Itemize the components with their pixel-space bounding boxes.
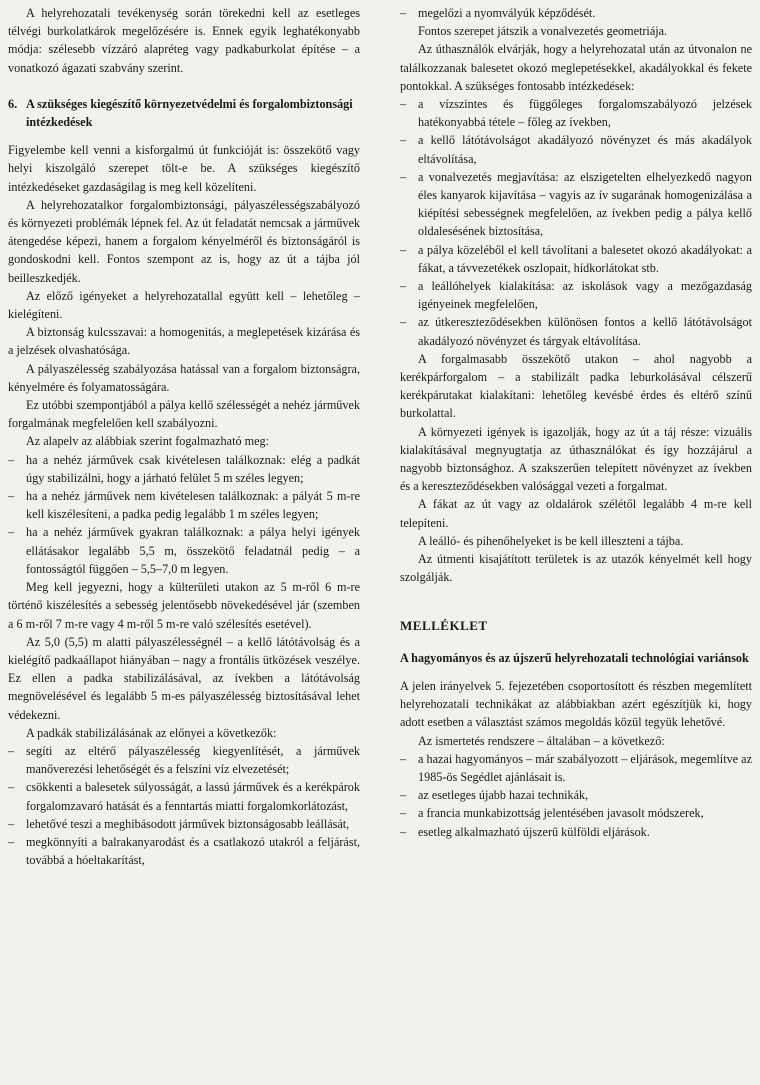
list-item: – ha a nehéz járművek gyakran találkoznak: a pálya helyi igények ellátásakor legalább 5,5 m, összekötő feladatnál pedig – a fontosságtól függően – 5,5–7,0 m legyen. xyxy=(8,525,360,576)
section-heading xyxy=(8,95,360,131)
paragraph: Meg kell jegyezni, hogy a külterületi utakon az 5 m-ről 6 m-re történő kiszélesítés a sebesség jelentősebb növekedésével jár (szemben a 6 m-ről 7 m-re vagy 4 m-ről 5 m-re való szélesítés esetével). xyxy=(8,580,360,631)
paragraph: Az 5,0 (5,5) m alatti pályaszélességnél – a kellő látótávolság és a kielégítő padkaállapot hiányában – nagy a frontális ütközések veszélye. Ez ellen a padka stabilizálásával, az ívekben a látótávolság megnövelésével és legalább 5 m-es pályaszélesség biztosításával lehet védekezni. xyxy=(8,634,360,722)
paragraph: Az útmenti kisajátított területek is az utazók kényelmét kell hogy szolgálják. xyxy=(400,552,752,585)
right-column xyxy=(400,4,752,841)
list-item: – ha a nehéz járművek csak kivételesen találkoznak: elég a padkát úgy stabilizálni, hogy a járható felület 5 m széles legyen; xyxy=(8,452,360,485)
paragraph: A helyrehozatali tevékenység során törekedni kell az esetleges télvégi burkolatkárok megelőzésére is. Ennek egyik leghatékonyabb módja: szélesebb vízzáró alapréteg vagy padkaburkolat építése – a vonatkozó ágazati szabvány szerint. xyxy=(8,6,360,75)
section-number: 6. xyxy=(8,96,18,111)
paragraph: Az előző igényeket a helyrehozatallal együtt kell – lehetőleg – kielégíteni. xyxy=(8,288,360,322)
paragraph: Az alapelv az alábbiak szerint fogalmazható meg: xyxy=(26,434,269,449)
list-item: – a pálya közeléből el kell távolítani a balesetet okozó akadályokat: a fákat, a távvezetékek oszlopait, hídkorlátokat stb. xyxy=(400,242,752,275)
list-item: – csökkenti a balesetek súlyosságát, a lassú járművek és a kerékpárok forgalomzavaró hatását és a fenntartás miatti forgalomkorlátozást, xyxy=(8,780,360,813)
paragraph: A padkák stabilizálásának az előnyei a következők: xyxy=(26,725,277,740)
appendix-title: MELLÉKLET xyxy=(400,617,488,633)
paragraph: Az ismertetés rendszere – általában – a következő: xyxy=(418,733,665,748)
left-column xyxy=(8,4,360,869)
list-item: – a vonalvezetés megjavítása: az elszigetelten elhelyezkedő nagyon éles kanyarok kijavítása – vagyis az ív sugarának homogenizálása a kiépítési sebességnek megfelelően, az ívekben pedig a pálya kellő oldalesésének biztosítása, xyxy=(400,169,752,239)
paragraph: A biztonság kulcsszavai: a homogenitás, a meglepetések kizárása és a jelzések olvashatósága. xyxy=(8,325,360,358)
list-item: – lehetővé teszi a meghibásodott járművek biztonságosabb leállását, xyxy=(8,816,350,831)
paragraph: Az úthasználók elvárják, hogy a helyrehozatal után az útvonalon ne találkozzanak balesetet okozó meglepetésekkel, akadályokkal és fekete pontokkal. A szükséges fontosabb intézkedések: xyxy=(400,42,752,93)
paragraph: A fákat az út vagy az oldalárok szélétől legalább 4 m-re kell telepíteni. xyxy=(400,497,752,530)
paragraph: A forgalmasabb összekötő utakon – ahol nagyobb a kerékpárforgalom – a stabilizált padka leburkolásával célszerű kerékpárutakat kialakítani: lehetőleg kevésbé érdes és eltérő színű burkolattal. xyxy=(400,351,752,421)
paragraph: A pályaszélesség szabályozása hatással van a forgalom biztonságra, kényelmére és folyamatosságára. xyxy=(8,361,360,394)
list-item: – megkönnyíti a balrakanyarodást és a csatlakozó utakról a feljárást, továbbá a hóeltakarítást, xyxy=(8,834,360,868)
list-item: – a hazai hagyományos – már szabályozott – eljárások, megemlítve az 1985-ös Segédlet ajánlásait is. xyxy=(400,751,752,784)
list-item: – esetleg alkalmazható újszerű külföldi eljárások. xyxy=(400,824,650,839)
list-item: – megelőzi a nyomvályúk képződését. xyxy=(400,6,596,20)
section-title: A szükséges kiegészítő környezetvédelmi és forgalombiztonsági intézkedések xyxy=(26,96,353,130)
paragraph: A jelen irányelvek 5. fejezetében csoportosított és részben megemlített helyrehozatali technikákat az alábbiakban azért egészítjük ki, hogy adott esetben a választást számos megoldás közül tegyük lehetővé. xyxy=(400,678,752,730)
list-item: – az esetleges újabb hazai technikák, xyxy=(400,788,589,803)
list-item: – a leállóhelyek kialakítása: az iskolások vagy a mezőgazdaság igényeinek megfelelően, xyxy=(400,279,752,312)
list-item: – a francia munkabizottság jelentésében javasolt módszerek, xyxy=(400,806,704,821)
paragraph: A környezeti igények is igazolják, hogy az út a táj része: vizuális kialakításával megnyugtatja az úthasználókat és így hozzájárul a nagyobb biztonsághoz. A szakszerűen telepített növényzet az ívekben és a kereszteződésekben valósággal vezeti a forgalmat. xyxy=(400,424,752,494)
appendix-subtitle: A hagyományos és az újszerű helyrehozatali technológiai variánsok xyxy=(400,650,749,665)
paragraph: Ez utóbbi szempontjából a pálya kellő szélességét a nehéz járművek forgalmának megfelelően kell szabályozni. xyxy=(8,398,360,431)
paragraph: A helyrehozatalkor forgalombiztonsági, pályaszélességszabályozó és környezeti problémák lépnek fel. Az út feladatát nemcsak a járművek átengedése képezi, hanem a forgalom kényelméről és biztonságáról is gondoskodni kell. Fontos szempont az is, hogy az út a tájba jól beilleszkedjék. xyxy=(8,197,360,285)
paragraph: Fontos szerepet játszik a vonalvezetés geometriája. xyxy=(418,24,668,39)
list-item: – az útkereszteződésekben különösen fontos a kellő látótávolságot akadályozó növényzet és tárgyak eltávolítása. xyxy=(400,315,752,348)
list-item: – a vízszintes és függőleges forgalomszabályozó jelzések hatékonyabbá tétele – főleg az ívekben, xyxy=(400,97,752,130)
list-item: – a kellő látótávolságot akadályozó növényzet és más akadályok eltávolítása, xyxy=(400,133,752,166)
paragraph: A leálló- és pihenőhelyeket is be kell illeszteni a tájba. xyxy=(418,533,684,548)
list-item: – segíti az eltérő pályaszélesség kiegyenlítését, a járművek manőverezési lehetőségét és a felszíni víz elvezetését; xyxy=(8,743,360,777)
paragraph: Figyelembe kell venni a kisforgalmú út funkcióját is: összekötő vagy helyi kiszolgáló szerepet tölt-e be. A szükséges kiegészítő intézkedéseket gazdaságilag is meg kell közelíteni. xyxy=(8,143,360,194)
list-item: – ha a nehéz járművek nem kivételesen találkoznak: a pályát 5 m-re kell kiszélesíteni, a padka pedig legalább 1 m széles legyen; xyxy=(8,489,360,522)
